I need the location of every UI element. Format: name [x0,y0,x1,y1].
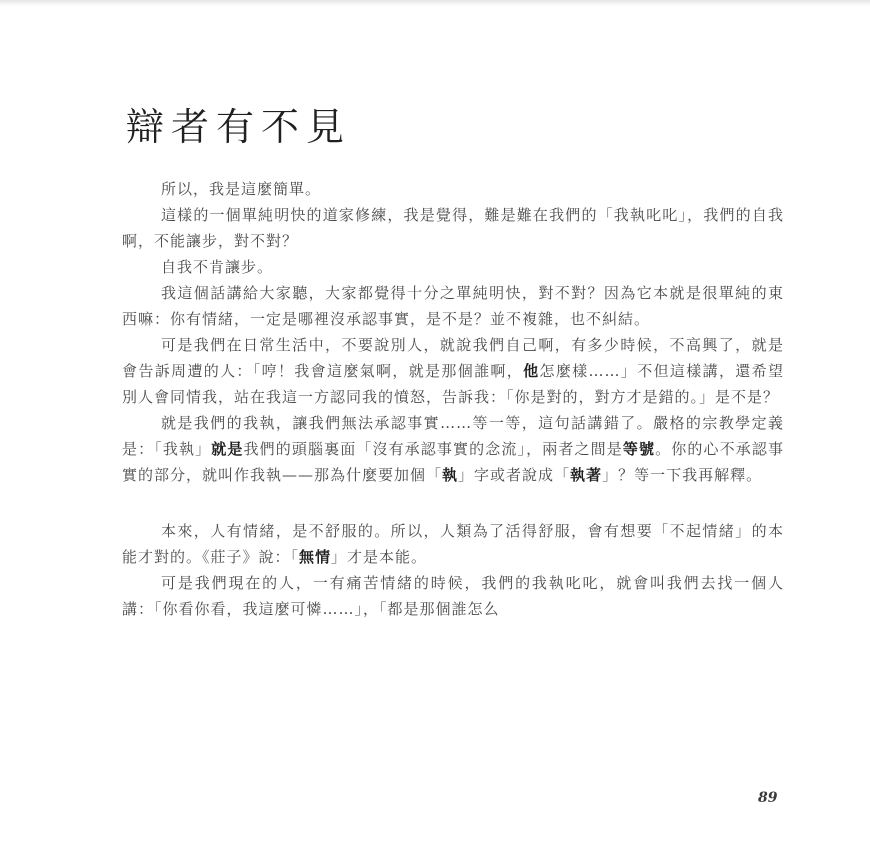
emphasis-text: 無情 [299,548,332,566]
paragraph-text: 所以，我是這麼簡單。 [161,180,322,198]
emphasis-text: 等號 [622,440,656,458]
paragraph [122,254,784,280]
emphasis-text: 執著 [570,466,603,484]
paragraph [122,570,784,622]
paragraph [122,332,784,410]
paragraph-text: 」字或者說成「 [458,466,571,484]
paragraph-text: 自我不肯讓步。 [161,258,274,276]
paragraph [122,410,784,488]
paragraph-text: 可是我們在日常生活中，不要說別人，就說我們自己啊，有多少時候，不高興了，就是會告訴周遭的人：「哼！我會這麼氣啊，就是那個誰啊， [122,336,784,380]
paragraph-text: 本來，人有情緒，是不舒服的。所以，人類為了活得舒服，會有想要「不起情緒」的本能才對的。《莊子》說：「 [122,522,784,566]
paragraph [122,202,784,254]
paragraph-text: 」？等一下我再解釋。 [602,466,763,484]
emphasis-text: 執 [442,466,459,484]
body-text [122,176,784,622]
chapter-title: 辯者有不見 [126,105,352,149]
paragraph-text: 這樣的一個單純明快的道家修練，我是覺得，難是難在我們的「我執叱叱」，我們的自我啊，不能讓步，對不對？ [122,206,784,250]
paragraph-text: 怎麼樣……」不但這樣講，還希望別人會同情我，站在我這一方認同我的憤怒，告訴我：「你是對的，對方才是錯的。」是不是？ [122,362,784,406]
paragraph [122,176,784,202]
emphasis-text: 他 [523,362,540,380]
emphasis-text: 就是 [211,440,244,458]
paragraph-text: 我們的頭腦裏面「沒有承認事實的念流」，兩者之間是 [243,440,623,458]
paragraph-text: 」才是本能。 [331,548,428,566]
paragraph-text: 我這個話講給大家聽，大家都覺得十分之單純明快，對不對？因為它本就是很單純的東西嘛：你有情緒，一定是哪裡沒承認事實，是不是？並不複雜，也不糾結。 [122,284,784,328]
paragraph [122,280,784,332]
paragraph-text: 可是我們現在的人，一有痛苦情緒的時候，我們的我執叱叱，就會叫我們去找一個人講：「你看你看，我這麼可憐……」，「都是那個誰怎么 [122,574,784,618]
paragraph-text: 。你的心不承認事實的部分，就叫作我執——那為什麼要加個「 [122,440,784,484]
paragraph-text: 就是我們的我執，讓我們無法承認事實……等一等，這句話講錯了。嚴格的宗教學定義是：「我執」 [122,414,784,458]
page-number: 89 [758,790,778,806]
paragraph [122,518,784,570]
